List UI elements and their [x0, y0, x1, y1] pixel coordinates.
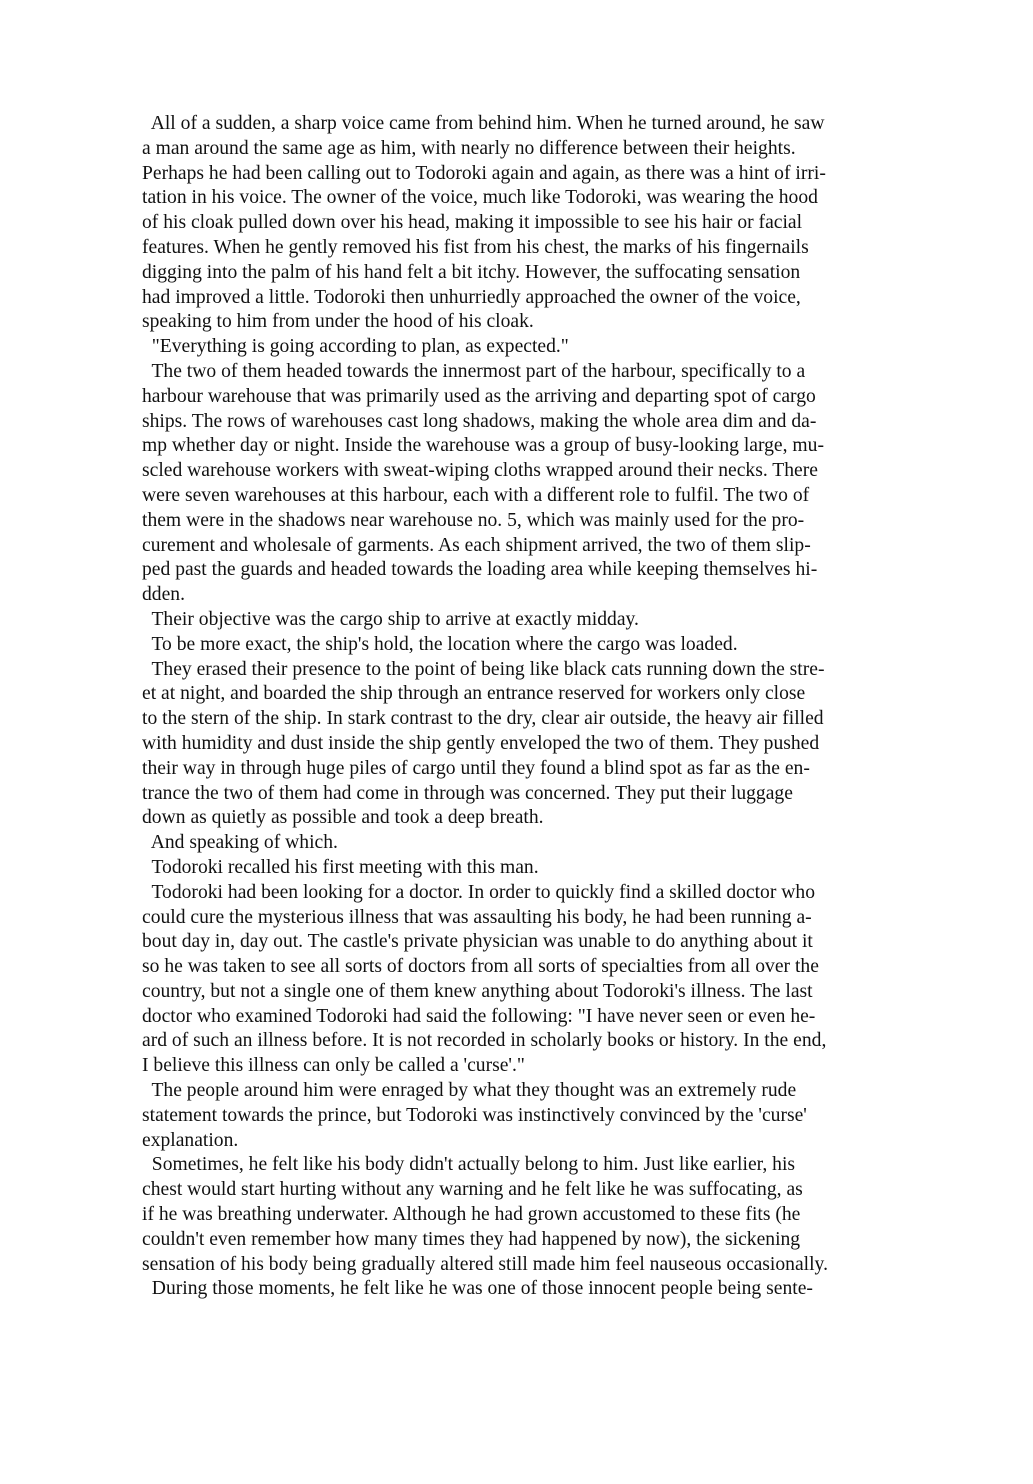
text-line: et at night, and boarded the ship through an entrance reserved for workers only close: [142, 683, 806, 705]
text-line: were seven warehouses at this harbour, each with a different role to fulfil. The two of: [142, 484, 810, 506]
text-line: speaking to him from under the hood of his cloak.: [142, 311, 534, 333]
text-line: had improved a little. Todoroki then unhurriedly approached the owner of the voice,: [142, 286, 801, 308]
text-line: They erased their presence to the point of being like black cats running down the stre-: [142, 658, 825, 680]
text-line: statement towards the prince, but Todoroki was instinctively convinced by the 'curse': [142, 1104, 807, 1126]
text-line: a man around the same age as him, with nearly no difference between their heights.: [142, 137, 796, 159]
text-line: During those moments, he felt like he was one of those innocent people being sente-: [142, 1278, 813, 1300]
text-line: ard of such an illness before. It is not recorded in scholarly books or history. In the end,: [142, 1030, 827, 1052]
text-line: The people around him were enraged by what they thought was an extremely rude: [142, 1080, 797, 1102]
text-line: bout day in, day out. The castle's private physician was unable to do anything about it: [142, 931, 813, 953]
text-line: Sometimes, he felt like his body didn't actually belong to him. Just like earlier, his: [142, 1154, 796, 1176]
text-line: could cure the mysterious illness that was assaulting his body, he had been running a-: [142, 906, 812, 928]
text-line: so he was taken to see all sorts of doctors from all sorts of specialties from all over the: [142, 956, 819, 978]
document-page: [142, 112, 942, 1302]
text-line: curement and wholesale of garments. As each shipment arrived, the two of them slip-: [142, 534, 811, 556]
text-line: To be more exact, the ship's hold, the location where the cargo was loaded.: [142, 633, 738, 655]
text-line: Their objective was the cargo ship to arrive at exactly midday.: [142, 608, 639, 630]
text-line: dden.: [142, 584, 185, 606]
text-line: ships. The rows of warehouses cast long shadows, making the whole area dim and da-: [142, 410, 817, 432]
text-line: I believe this illness can only be called a 'curse'.": [142, 1055, 525, 1077]
text-line: if he was breathing underwater. Although he had grown accustomed to these fits (he: [142, 1204, 801, 1226]
text-line: to the stern of the ship. In stark contrast to the dry, clear air outside, the heavy air filled: [142, 708, 824, 730]
text-line: digging into the palm of his hand felt a bit itchy. However, the suffocating sensation: [142, 261, 801, 283]
text-line: them were in the shadows near warehouse no. 5, which was mainly used for the pro-: [142, 509, 805, 531]
text-line: ped past the guards and headed towards the loading area while keeping themselves hi-: [142, 559, 818, 581]
text-line: sensation of his body being gradually altered still made him feel nauseous occasionally.: [142, 1253, 828, 1275]
text-line: Todoroki recalled his first meeting with this man.: [142, 856, 539, 878]
body-text: [142, 112, 942, 1302]
text-line: of his cloak pulled down over his head, making it impossible to see his hair or facial: [142, 212, 803, 234]
text-line: their way in through huge piles of cargo until they found a blind spot as far as the en-: [142, 757, 810, 779]
text-line: mp whether day or night. Inside the warehouse was a group of busy-looking large, mu-: [142, 435, 824, 457]
text-line: "Everything is going according to plan, as expected.": [142, 336, 569, 358]
text-line: features. When he gently removed his fist from his chest, the marks of his fingernails: [142, 236, 809, 258]
text-line: with humidity and dust inside the ship gently enveloped the two of them. They pushed: [142, 732, 820, 754]
text-line: doctor who examined Todoroki had said the following: "I have never seen or even he-: [142, 1005, 816, 1027]
text-line: explanation.: [142, 1129, 239, 1151]
text-line: tation in his voice. The owner of the voice, much like Todoroki, was wearing the hood: [142, 187, 818, 209]
text-line: And speaking of which.: [142, 832, 338, 854]
text-line: Todoroki had been looking for a doctor. In order to quickly find a skilled doctor who: [142, 881, 816, 903]
text-line: couldn't even remember how many times they had happened by now), the sickening: [142, 1228, 801, 1250]
text-line: harbour warehouse that was primarily used as the arriving and departing spot of cargo: [142, 385, 816, 407]
text-line: The two of them headed towards the innermost part of the harbour, specifically to a: [142, 360, 806, 382]
text-line: down as quietly as possible and took a deep breath.: [142, 807, 544, 829]
text-line: trance the two of them had come in through was concerned. They put their luggage: [142, 782, 793, 804]
text-line: chest would start hurting without any warning and he felt like he was suffocating, as: [142, 1179, 803, 1201]
text-line: Perhaps he had been calling out to Todoroki again and again, as there was a hint of irri-: [142, 162, 826, 184]
text-line: country, but not a single one of them knew anything about Todoroki's illness. The last: [142, 980, 813, 1002]
text-line: All of a sudden, a sharp voice came from behind him. When he turned around, he saw: [142, 113, 825, 134]
text-line: scled warehouse workers with sweat-wiping cloths wrapped around their necks. There: [142, 460, 818, 482]
